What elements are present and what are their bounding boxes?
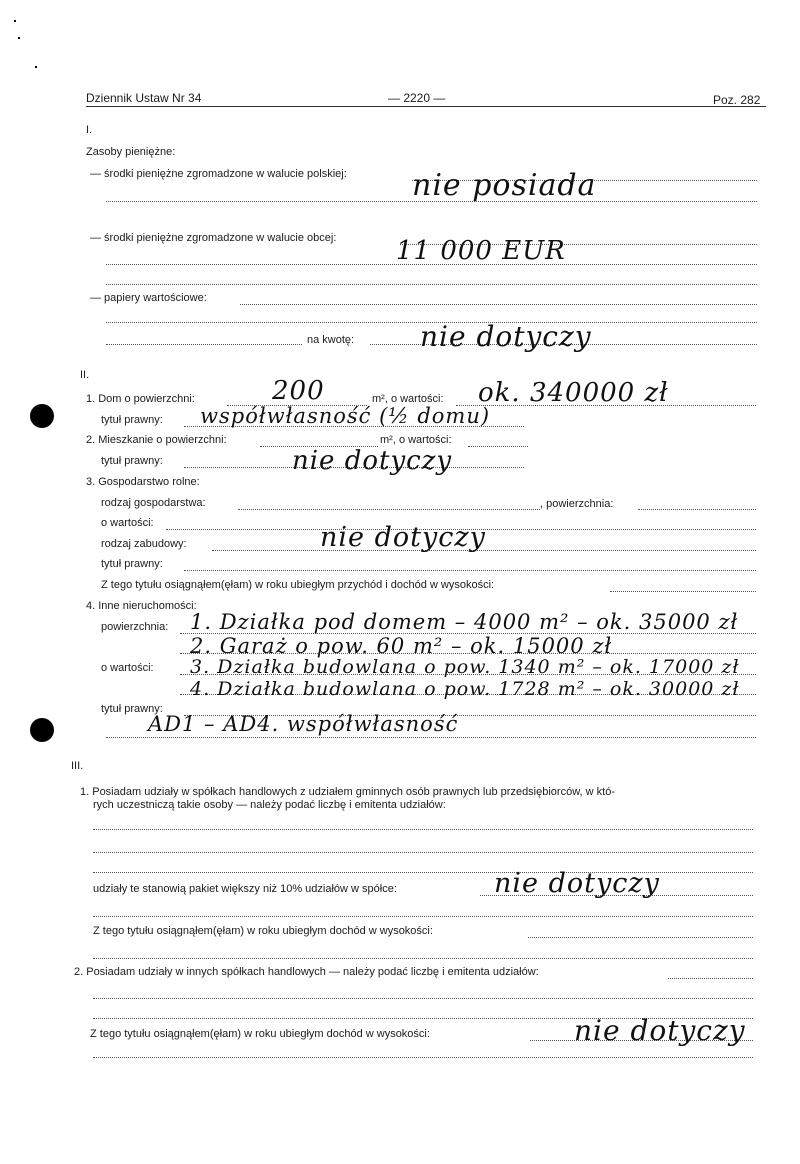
income-2-label: Z tego tytułu osiągnąłem(ęłam) w roku ubiegłym dochód w wysokości: (90, 1028, 430, 1040)
other-shares-line (668, 978, 753, 979)
income-1-line-2 (93, 958, 753, 959)
farm-income-label: Z tego tytułu osiągnąłem(ęłam) w roku ubiegłym przychód i dochód w wysokości: (101, 579, 495, 591)
package-line-2 (93, 916, 753, 917)
other-title-line-2 (106, 737, 756, 738)
house-title-value: współwłasność (½ domu) (200, 404, 491, 428)
farm-value-label: o wartości: (101, 517, 154, 529)
section-3-numeral: III. (71, 760, 84, 772)
farm-type-line (238, 509, 540, 510)
farm-label: 3. Gospodarstwo rolne: (86, 476, 200, 488)
other-shares-label: 2. Posiadam udziały w innych spółkach handlowych — należy podać liczbę i emitenta udziałów: (74, 966, 539, 978)
foreign-funds-line-2 (106, 264, 757, 265)
securities-label: — papiery wartościowe: (90, 292, 207, 304)
punch-hole (30, 718, 54, 742)
house-area-value: 200 (272, 376, 325, 406)
other-property-label: 4. Inne nieruchomości: (86, 600, 197, 612)
package-value: nie dotyczy (494, 868, 660, 899)
foreign-funds-value: 11 000 EUR (396, 236, 566, 266)
flat-title-value: nie dotyczy (292, 446, 453, 476)
position-number: Poz. 282 (713, 93, 761, 107)
income-1-line (528, 937, 753, 938)
farm-income-line (610, 591, 756, 592)
scan-speck (35, 66, 37, 68)
securities-line (240, 304, 757, 305)
farm-title-label: tytuł prawny: (101, 558, 163, 570)
income-2-value: nie dotyczy (574, 1014, 746, 1047)
section-1-numeral: I. (86, 124, 93, 136)
package-label: udziały te stanowią pakiet większy niż 10% udziałów w spółce: (93, 883, 397, 895)
farm-buildings-value: nie dotyczy (320, 522, 486, 553)
shares-line-2 (93, 852, 753, 853)
section-1-heading: Zasoby pieniężne: (86, 146, 176, 158)
other-value-label: o wartości: (101, 662, 154, 674)
page-number: — 2220 — (388, 91, 446, 105)
farm-area-label: , powierzchnia: (540, 498, 614, 510)
flat-value-line (468, 446, 528, 447)
house-value: ok. 340000 zł (478, 378, 669, 408)
farm-area-line (638, 509, 756, 510)
section-2-numeral: II. (80, 369, 90, 381)
flat-value-label: m², o wartości: (380, 434, 452, 446)
shares-label-line-1: 1. Posiadam udziały w spółkach handlowych z udziałem gminnych osób prawnych lub przedsiębiorców, w któ- (80, 786, 615, 798)
other-title-label: tytuł prawny: (101, 703, 163, 715)
scan-speck (14, 20, 16, 22)
other-item-1: 1. Działka pod domem – 4000 m² – ok. 35000 zł (190, 610, 739, 634)
other-item-4: 4. Działka budowlana o pow. 1728 m² – ok. 30000 zł (190, 678, 740, 700)
other-shares-line-2 (93, 998, 753, 999)
farm-type-label: rodzaj gospodarstwa: (101, 497, 206, 509)
shares-line-1 (93, 829, 753, 830)
farm-buildings-label: rodzaj zabudowy: (101, 538, 187, 550)
pln-funds-value: nie posiada (412, 168, 597, 203)
other-item-3: 3. Działka budowlana o pow. 1340 m² – ok. 17000 zł (190, 656, 740, 678)
pln-funds-line-2 (106, 201, 757, 202)
other-title-value: AD1 – AD4. współwłasność (148, 712, 459, 736)
securities-amount-value: nie dotyczy (420, 320, 592, 353)
header-rule (86, 106, 766, 107)
farm-title-line (184, 570, 756, 571)
other-area-label: powierzchnia: (101, 621, 169, 633)
house-title-label: tytuł prawny: (101, 414, 163, 426)
scan-speck (18, 37, 20, 39)
house-label: 1. Dom o powierzchni: (86, 393, 195, 405)
other-item-2: 2. Garaż o pow. 60 m² – ok. 15000 zł (190, 634, 613, 658)
foreign-funds-line-3 (106, 284, 757, 285)
securities-amount-label: na kwotę: (307, 334, 355, 346)
flat-title-label: tytuł prawny: (101, 455, 163, 467)
shares-label-line-2: rych uczestniczą takie osoby — należy podać liczbę i emitenta udziałów: (93, 799, 446, 811)
punch-hole (30, 404, 54, 428)
income-2-line-2 (93, 1057, 753, 1058)
pln-funds-label: — środki pieniężne zgromadzone w walucie polskiej: (90, 168, 347, 180)
house-value-label: m², o wartości: (372, 393, 444, 405)
flat-label: 2. Mieszkanie o powierzchni: (86, 434, 227, 446)
securities-amount-line-left (106, 344, 302, 345)
income-1-label: Z tego tytułu osiągnąłem(ęłam) w roku ubiegłym dochód w wysokości: (93, 925, 433, 937)
foreign-funds-label: — środki pieniężne zgromadzone w walucie obcej: (90, 232, 337, 244)
journal-title: Dziennik Ustaw Nr 34 (86, 91, 202, 105)
